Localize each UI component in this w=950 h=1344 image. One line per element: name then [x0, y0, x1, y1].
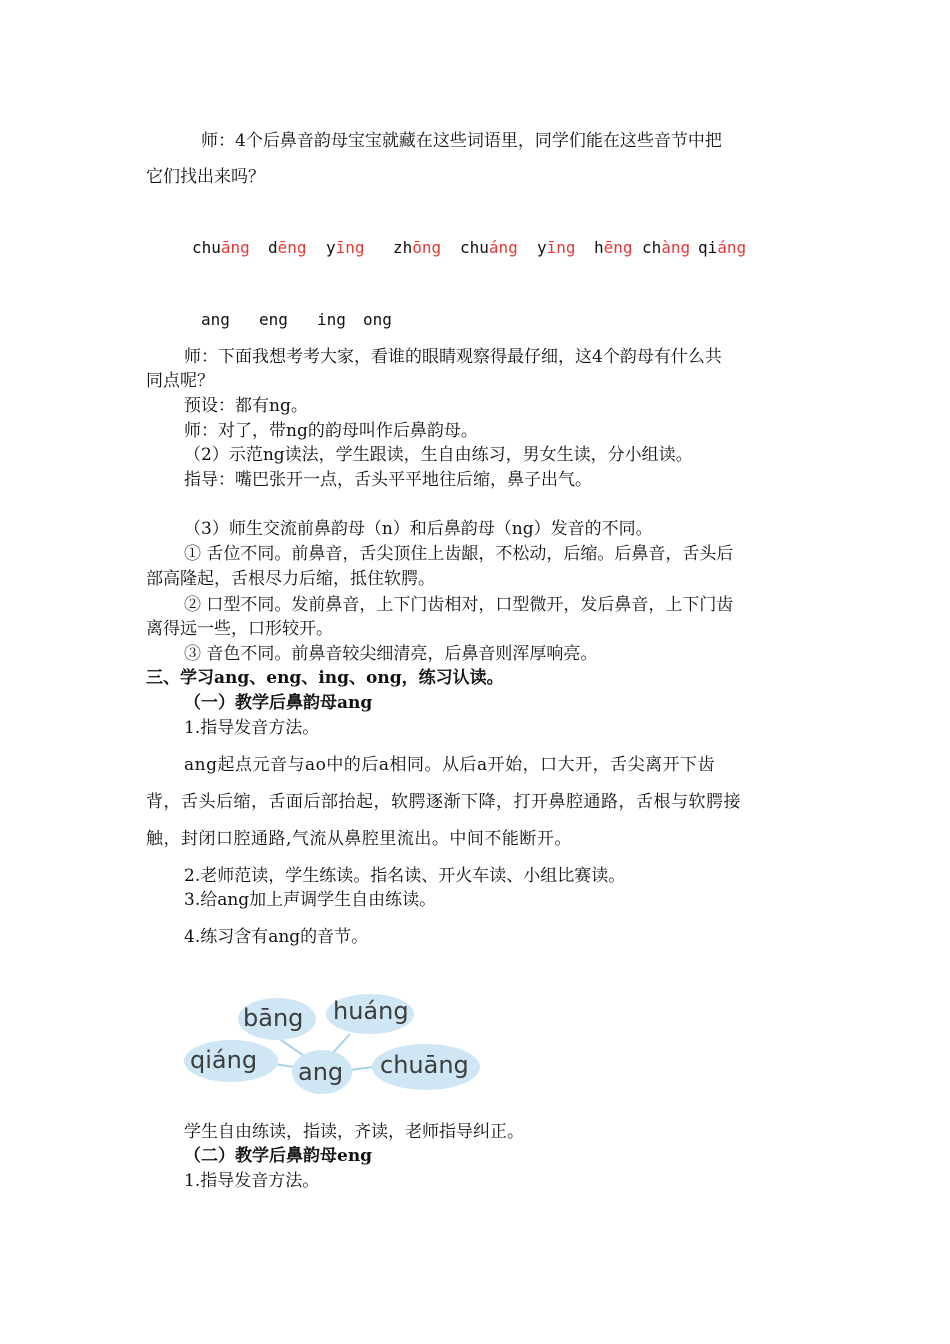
- syllable-diagram: [180, 990, 490, 1100]
- final-item: ong: [363, 310, 392, 329]
- point2-line-2: 离得远一些，口形较开。: [146, 619, 333, 639]
- syllable: yīng: [537, 238, 576, 257]
- description-line-3: 触，封闭口腔通路,气流从鼻腔里流出。中间不能断开。: [146, 829, 572, 849]
- step2-line: （2）示范ng读法，学生跟读，生自由练习，男女生读，分小组读。: [184, 445, 693, 465]
- step-2-line: 2.老师范读，学生练读。指名读、开火车读、小组比赛读。: [184, 866, 626, 886]
- point1-line-1: ① 舌位不同。前鼻音，舌尖顶住上齿龈，不松动，后缩。后鼻音，舌头后: [184, 544, 734, 564]
- syllable: hēng: [594, 238, 633, 257]
- description-line-2: 背，舌头后缩，舌面后部抬起，软腭逐渐下降，打开鼻腔通路，舌根与软腭接: [146, 792, 741, 812]
- point2-line-1: ② 口型不同。发前鼻音，上下门齿相对，口型微开，发后鼻音，上下门齿: [184, 595, 734, 615]
- step-1-line: 1.指导发音方法。: [184, 718, 320, 738]
- section-3-heading: 三、学习ang、eng、ing、ong，练习认读。: [146, 668, 504, 688]
- final-item: ing: [317, 310, 346, 329]
- subsection-2-heading: （二）教学后鼻韵母eng: [184, 1146, 373, 1166]
- syllable: chuāng: [192, 238, 250, 257]
- step3-line: （3）师生交流前鼻韵母（n）和后鼻韵母（ng）发音的不同。: [184, 519, 653, 539]
- step-4-line: 4.练习含有ang的音节。: [184, 927, 369, 947]
- syllable-qiang: qiáng: [190, 1046, 258, 1074]
- guide-line: 指导：嘴巴张开一点，舌头平平地往后缩，鼻子出气。: [184, 470, 592, 490]
- intro-line-1: 师：4个后鼻音韵母宝宝就藏在这些词语里，同学们能在这些音节中把: [201, 131, 722, 151]
- point1-line-2: 部高隆起，舌根尽力后缩，抵住软腭。: [146, 569, 435, 589]
- syllable-chuang: chuāng: [380, 1051, 469, 1079]
- syllable: chuáng: [460, 238, 518, 257]
- syllable-ang-center: ang: [298, 1058, 344, 1086]
- teacher-line: 师：对了，带ng的韵母叫作后鼻韵母。: [184, 421, 478, 441]
- syllable: zhōng: [393, 238, 442, 257]
- question-line-1: 师：下面我想考考大家，看谁的眼睛观察得最仔细，这4个韵母有什么共: [184, 347, 722, 367]
- step-3-line: 3.给ang加上声调学生自由练读。: [184, 890, 437, 910]
- intro-line-2: 它们找出来吗？: [146, 167, 265, 187]
- syllable: chàng: [642, 238, 691, 257]
- step-1b-line: 1.指导发音方法。: [184, 1171, 320, 1191]
- description-line-1: ang起点元音与ao中的后a相同。从后a开始，口大开，舌尖离开下齿: [184, 755, 716, 775]
- subsection-1-heading: （一）教学后鼻韵母ang: [184, 693, 373, 713]
- point3-line: ③ 音色不同。前鼻音较尖细清亮，后鼻音则浑厚响亮。: [184, 644, 598, 664]
- question-line-2: 同点呢？: [146, 371, 214, 391]
- final-item: eng: [259, 310, 288, 329]
- syllable: dēng: [268, 238, 307, 257]
- preset-line: 预设：都有ng。: [184, 396, 308, 416]
- syllable: qiáng: [698, 238, 747, 257]
- syllable-huang: huáng: [333, 997, 409, 1025]
- final-item: ang: [201, 310, 230, 329]
- syllable: yīng: [326, 238, 365, 257]
- practice-line: 学生自由练读，指读，齐读，老师指导纠正。: [184, 1122, 524, 1142]
- syllable-bang: bāng: [243, 1004, 304, 1032]
